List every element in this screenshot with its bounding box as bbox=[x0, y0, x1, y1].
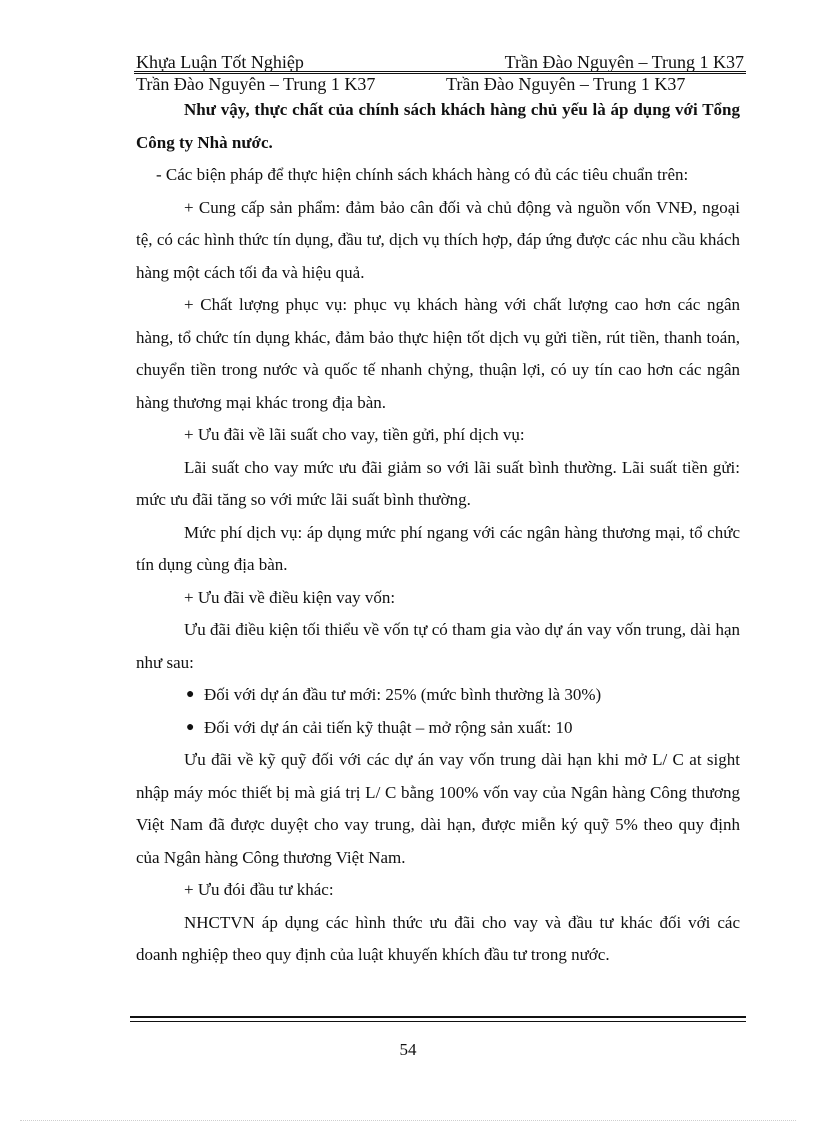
footer-rule-2 bbox=[130, 1021, 746, 1022]
bullet-icon: ● bbox=[186, 719, 195, 735]
sub-header bbox=[136, 73, 744, 95]
footer-rule bbox=[130, 1016, 746, 1018]
header-rule bbox=[134, 71, 746, 72]
bullet-text: Đối với dự án cải tiến kỹ thuật – mở rộng sản xuất: 10 bbox=[204, 717, 573, 737]
bullet-icon: ● bbox=[186, 687, 195, 702]
document-body bbox=[136, 94, 740, 972]
paragraph: + Chất lượng phục vụ: phục vụ khách hàng với chất lượng cao hơn các ngân hàng, tổ chức tín dụng khác, đảm bảo thực hiện tốt dịch vụ gửi tiền, rút tiền, thanh toán, chuyển tiền trong nước và quốc tế nhanh chỷng, thuận lợi, có uy tín cao hơn các ngân hàng thương mại khác trong địa bàn. bbox=[136, 295, 740, 412]
paragraph: + Ưu đói đầu tư khác: bbox=[184, 880, 334, 899]
header-right: Trần Đào Nguyên – Trung 1 K37 bbox=[504, 52, 744, 72]
sub-header-1: Trần Đào Nguyên – Trung 1 K37 bbox=[136, 74, 376, 94]
paragraph: NHCTVN áp dụng các hình thức ưu đãi cho vay và đầu tư khác đối với các doanh nghiệp theo quy định của luật khuyến khích đầu tư trong nước. bbox=[136, 912, 740, 964]
paragraph: - Các biện pháp để thực hiện chính sách khách hàng có đủ các tiêu chuẩn trên: bbox=[156, 165, 689, 184]
page-edge-dots bbox=[20, 1120, 796, 1121]
bullet-text: Đối với dự án đầu tư mới: 25% (mức bình thường là 30%) bbox=[204, 685, 602, 704]
paragraph: + Ưu đãi về điều kiện vay vốn: bbox=[184, 587, 396, 607]
paragraph: + Ưu đãi về lãi suất cho vay, tiền gửi, phí dịch vụ: bbox=[184, 425, 525, 444]
paragraph: Như vậy, thực chất của chính sách khách hàng chủ yếu là áp dụng với Tổng Công ty Nhà nước. bbox=[136, 100, 740, 152]
bullet-item bbox=[136, 712, 740, 745]
page-number: 54 bbox=[399, 1040, 417, 1059]
paragraph: Ưu đãi về kỹ quỹ đối với các dự án vay vốn trung dài hạn khi mở L/ C at sight nhập máy móc thiết bị mà giá trị L/ C bằng 100% vốn vay của Ngân hàng Công thương Việt Nam đã được duyệt cho vay trung, dài hạn, được miễn ký quỹ 5% theo quy định của Ngân hàng Công thương Việt Nam. bbox=[136, 750, 740, 867]
header-left: Khựa Luận Tốt Nghiệp bbox=[136, 52, 304, 72]
paragraph: Lãi suất cho vay mức ưu đãi giảm so với lãi suất bình thường. Lãi suất tiền gửi: mức ưu đãi tăng so với mức lãi suất bình thường. bbox=[136, 457, 740, 509]
bullet-item bbox=[136, 679, 740, 712]
sub-header-2: Trần Đào Nguyên – Trung 1 K37 bbox=[446, 74, 686, 94]
paragraph: Ưu đãi điều kiện tối thiểu về vốn tự có tham gia vào dự án vay vốn trung, dài hạn như sau: bbox=[136, 620, 740, 672]
paragraph: Mức phí dịch vụ: áp dụng mức phí ngang với các ngân hàng thương mại, tổ chức tín dụng cùng địa bàn. bbox=[136, 522, 740, 574]
paragraph: + Cung cấp sản phẩm: đảm bảo cân đối và chủ động và nguồn vốn VNĐ, ngoại tệ, có các hình thức tín dụng, đầu tư, dịch vụ thích hợp, đáp ứng được các nhu cầu khách hàng một cách tối đa và hiệu quả. bbox=[136, 197, 740, 282]
